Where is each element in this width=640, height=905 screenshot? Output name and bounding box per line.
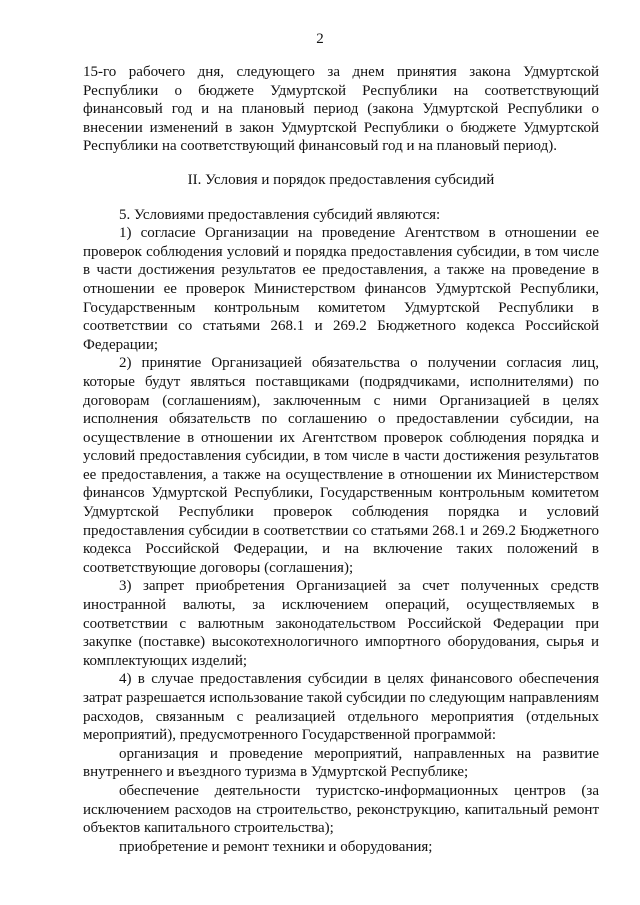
expense-direction-equipment: приобретение и ремонт техники и оборудования; (119, 838, 433, 855)
expense-direction-info-centers: обеспечение деятельности туристско-информационных центров (за исключением расходов на строительство, реконструкцию, капитальный ремонт объектов капитального строительства); (83, 782, 599, 837)
paragraph-5-item-1: 1) согласие Организации на проведение Агентством в отношении ее проверок соблюдения условий и порядка предоставления субсидии, в том числе в части достижения результатов ее предоставления, а также на проведение в отношении ее проверок Министерством финансов Удмуртской Республики, Государственным контрольным комитетом Удмуртской Республики в соответствии со статьями 268.1 и 269.2 Бюджетного кодекса Российской Федерации; (83, 225, 599, 353)
paragraph-5-item-3: 3) запрет приобретения Организацией за счет полученных средств иностранной валюты, за исключением операций, осуществляемых в соответствии с валютным законодательством Российской Федерации при закупке (поставке) высокотехнологичного импортного оборудования, сырья и комплектующих изделий; (83, 578, 599, 669)
intro-paragraph: 15-го рабочего дня, следующего за днем принятия закона Удмуртской Республики о бюджете Удмуртской Республики на соответствующий финансовый год и на плановый период (закона Удмуртской Республики о внесении изменений в закон Удмуртской Республики о бюджете Удмуртской Республики на соответствующий финансовый год и на плановый период). (83, 64, 599, 155)
section-heading: II. Условия и порядок предоставления субсидий (187, 171, 495, 188)
paragraph-5: 5. Условиями предоставления субсидий являются: (119, 206, 441, 223)
page-number: 2 (316, 31, 324, 47)
expense-direction-events: организация и проведение мероприятий, направленных на развитие внутреннего и въездного туризма в Удмуртской Республике; (83, 745, 599, 781)
paragraph-5-item-4: 4) в случае предоставления субсидии в целях финансового обеспечения затрат разрешается использование такой субсидии по следующим направлениям расходов, связанным с реализацией отдельного мероприятия (отдельных мероприятий), предусмотренного Государственной программой: (83, 671, 599, 744)
document-body (83, 63, 599, 856)
paragraph-5-item-2: 2) принятие Организацией обязательства о получении согласия лиц, которые будут являться поставщиками (подрядчиками, исполнителями) по договорам (соглашениям), заключенным с ними Организацией в целях исполнения обязательств по соглашению о предоставлении субсидии, на осуществление в отношении их Агентством проверок соблюдения порядка и условий предоставления субсидии, в том числе в части достижения результатов ее предоставления, а также на осуществление в отношении их Министерством финансов Удмуртской Республики, Государственным контрольным комитетом Удмуртской Республики проверок соблюдения порядка и условий предоставления субсидии в соответствии со статьями 268.1 и 269.2 Бюджетного кодекса Российской Федерации, и на включение таких положений в соответствующие договоры (соглашения); (83, 355, 599, 576)
